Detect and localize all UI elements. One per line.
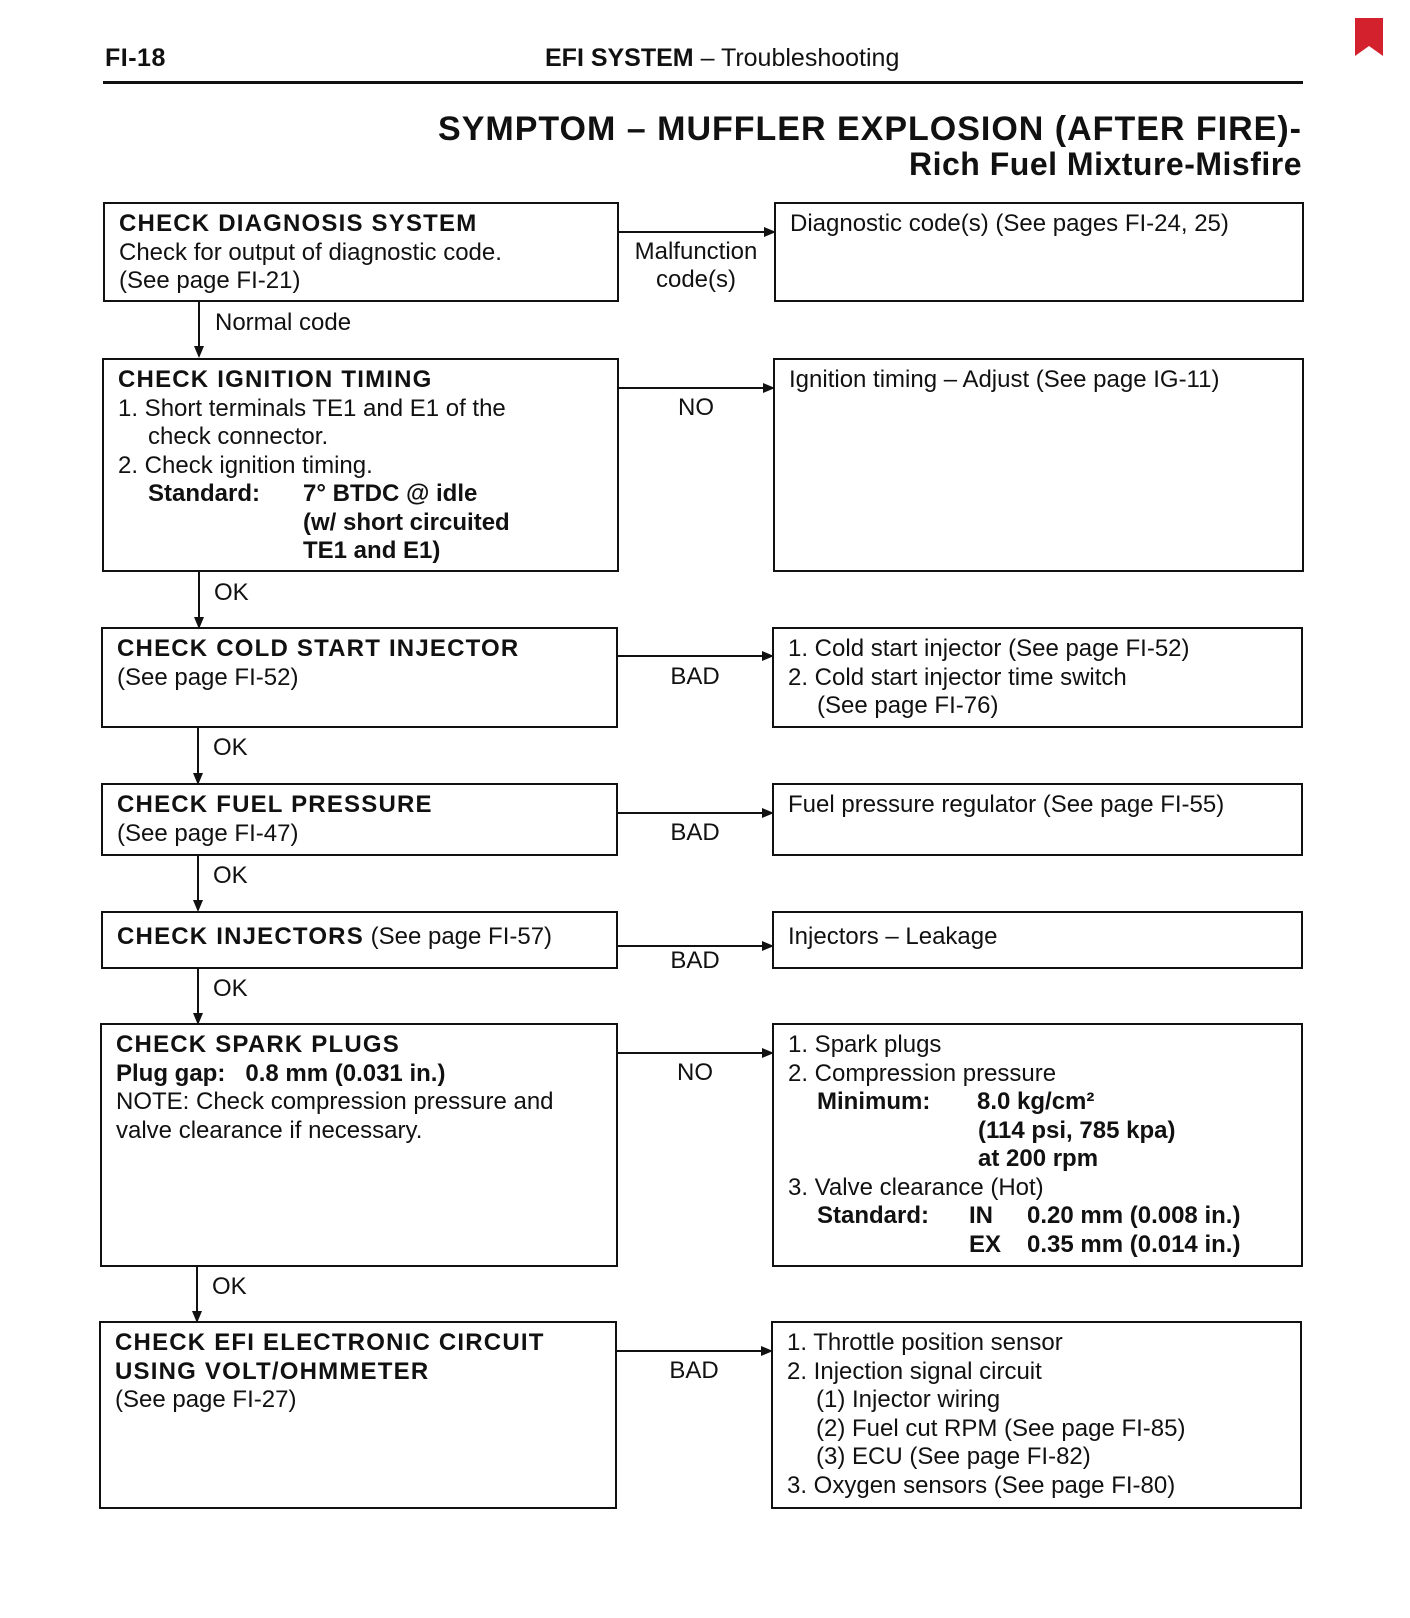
symptom-subtitle: Rich Fuel Mixture-Misfire: [909, 146, 1302, 182]
step-title: CHECK SPARK PLUGS: [116, 1031, 400, 1058]
standard-ex-row: EX 0.35 mm (0.014 in.): [969, 1230, 1241, 1258]
step-ref: (See page FI-47): [117, 819, 299, 847]
result-text: (1) Injector wiring: [816, 1386, 1001, 1413]
result-box: [773, 358, 1304, 572]
step-text: Check for output of diagnostic code.: [119, 238, 502, 266]
result-text: 1. Cold start injector (See page FI-52): [788, 635, 1190, 662]
branch-line: [619, 231, 767, 233]
result-box: [772, 783, 1303, 856]
branch-line: [617, 1350, 764, 1352]
step-title: USING VOLT/OHMMETER: [115, 1357, 430, 1385]
step-text: check connector.: [148, 423, 329, 450]
branch-label: Malfunction code(s): [634, 238, 758, 293]
result-text: 1. Spark plugs: [788, 1031, 942, 1058]
result-box: [772, 1023, 1303, 1267]
result-text: 1. Throttle position sensor: [787, 1329, 1063, 1356]
check-cold-start-box: [101, 627, 618, 728]
step-ref: (See page FI-27): [115, 1386, 297, 1413]
section-header: [545, 44, 899, 73]
branch-label: BAD: [670, 947, 720, 974]
branch-line: [618, 655, 765, 657]
result-text: (2) Fuel cut RPM (See page FI-85): [816, 1414, 1186, 1442]
flow-label: OK: [213, 862, 248, 889]
flow-label: OK: [213, 975, 248, 1002]
result-box: [772, 627, 1303, 728]
minimum-rpm: at 200 rpm: [978, 1145, 1099, 1172]
section-title: EFI SYSTEM: [545, 44, 694, 72]
result-text: Injectors – Leakage: [788, 923, 998, 950]
step-note: valve clearance if necessary.: [116, 1116, 423, 1144]
check-efi-circuit-box: [99, 1321, 617, 1509]
result-text: Ignition timing – Adjust (See page IG-11): [789, 366, 1220, 393]
symptom-title: SYMPTOM – MUFFLER EXPLOSION (AFTER FIRE)-: [438, 110, 1302, 148]
step-title: CHECK EFI ELECTRONIC CIRCUIT: [115, 1329, 545, 1356]
branch-label: BAD: [670, 819, 720, 846]
flow-label: OK: [213, 734, 248, 761]
check-injectors-box: [101, 911, 618, 969]
check-ignition-box: [102, 358, 619, 572]
result-text: 2. Compression pressure: [788, 1059, 1057, 1087]
check-fuel-pressure-box: [101, 783, 618, 856]
standard-note: (w/ short circuited: [303, 508, 510, 536]
result-text: Diagnostic code(s) (See pages FI-24, 25): [790, 210, 1229, 237]
flow-label: Normal code: [215, 309, 352, 336]
result-text: 2. Cold start injector time switch: [788, 663, 1127, 691]
plug-gap-row: Plug gap: 0.8 mm (0.031 in.): [116, 1059, 446, 1087]
standard-note: TE1 and E1): [303, 537, 441, 564]
result-text: 2. Injection signal circuit: [787, 1357, 1042, 1385]
result-text: 3. Valve clearance (Hot): [788, 1173, 1044, 1201]
step-title: CHECK INJECTORS: [117, 923, 364, 950]
standard-in-row: Standard: IN 0.20 mm (0.008 in.): [817, 1202, 1241, 1229]
flow-label: OK: [212, 1273, 247, 1300]
step-text: 1. Short terminals TE1 and E1 of the: [118, 394, 506, 422]
check-diagnosis-box: [103, 202, 619, 302]
branch-label: NO: [678, 394, 714, 421]
step-note: NOTE: Check compression pressure and: [116, 1088, 554, 1115]
branch-label: NO: [677, 1059, 713, 1086]
standard-row: Standard: 7° BTDC @ idle: [148, 480, 478, 507]
step-title: CHECK FUEL PRESSURE: [117, 791, 433, 818]
step-text: 2. Check ignition timing.: [118, 451, 373, 479]
check-spark-plugs-box: [100, 1023, 618, 1267]
page-number: FI-18: [105, 44, 166, 72]
result-text: (3) ECU (See page FI-82): [816, 1443, 1091, 1470]
bookmark-icon[interactable]: [1355, 18, 1383, 56]
result-box: [771, 1321, 1302, 1509]
result-box: [774, 202, 1304, 302]
result-text: 3. Oxygen sensors (See page FI-80): [787, 1471, 1176, 1499]
step-ref: (See page FI-57): [363, 923, 553, 950]
branch-line: [618, 812, 765, 814]
step-ref: (See page FI-52): [117, 663, 299, 691]
minimum-row: Minimum: 8.0 kg/cm²: [817, 1088, 1095, 1115]
arrow-down-icon: [194, 346, 204, 358]
step-title: CHECK DIAGNOSIS SYSTEM: [119, 210, 478, 237]
result-box: [772, 911, 1303, 969]
step-ref: (See page FI-21): [119, 267, 301, 294]
section-subtitle: – Troubleshooting: [693, 44, 900, 72]
step-title: CHECK COLD START INJECTOR: [117, 635, 520, 662]
branch-label: BAD: [670, 663, 720, 690]
step-title: CHECK IGNITION TIMING: [118, 366, 433, 393]
minimum-psi: (114 psi, 785 kpa): [978, 1116, 1176, 1144]
branch-line: [618, 1052, 765, 1054]
branch-label: BAD: [669, 1357, 719, 1384]
flow-label: OK: [214, 579, 249, 606]
result-text: (See page FI-76): [817, 692, 999, 719]
result-text: Fuel pressure regulator (See page FI-55): [788, 791, 1225, 818]
branch-line: [619, 387, 766, 389]
header-rule: [103, 81, 1303, 84]
